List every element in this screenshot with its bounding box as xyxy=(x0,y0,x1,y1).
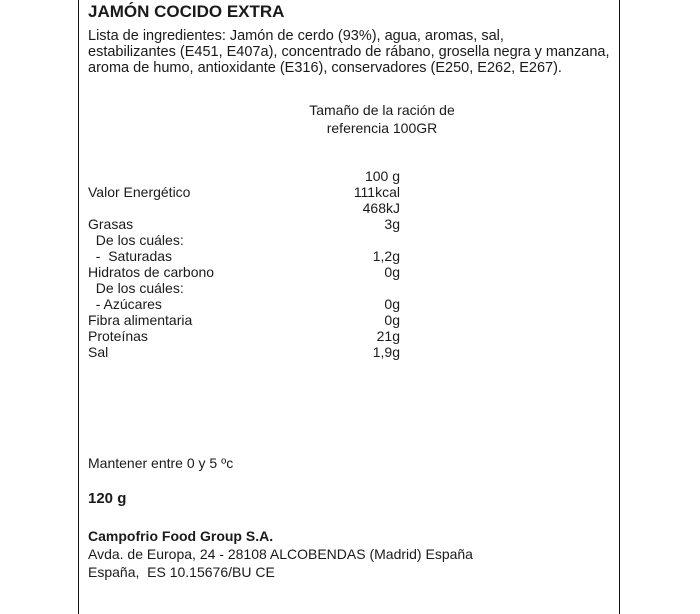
nutrition-value: 3g xyxy=(384,216,400,232)
nutrition-value: 111kcal xyxy=(353,184,400,200)
column-header: 100 g xyxy=(364,168,400,184)
nutrition-label: - Azúcares xyxy=(88,296,162,312)
nutrition-value: 0g xyxy=(384,264,400,280)
company-registry: España, ES 10.15676/BU CE xyxy=(88,564,275,580)
nutrition-label: Sal xyxy=(88,344,109,360)
nutrition-value: 468kJ xyxy=(362,200,400,216)
nutrition-value: 0g xyxy=(384,296,400,312)
nutrition-label: Grasas xyxy=(88,216,134,232)
product-title: JAMÓN COCIDO EXTRA xyxy=(88,2,285,21)
nutrition-value: 1,2g xyxy=(372,248,400,264)
nutrition-label: - Saturadas xyxy=(88,248,173,264)
serving-line-2: referencia 100GR xyxy=(326,120,438,136)
ingredients-line-1: Lista de ingredientes: Jamón de cerdo (93%), agua, aromas, sal, xyxy=(88,28,504,44)
nutrition-label: Valor Energético xyxy=(88,184,191,200)
nutrition-label: De los cuáles: xyxy=(88,280,184,296)
nutrition-value: 21g xyxy=(376,328,400,344)
serving-line-1: Tamaño de la ración de xyxy=(309,102,455,118)
nutrition-label: De los cuáles: xyxy=(88,232,184,248)
ingredients-line-2: estabilizantes (E451, E407a), concentrado de rábano, grosella negra y manzana, xyxy=(88,44,610,60)
nutrition-label: Fibra alimentaria xyxy=(88,312,193,328)
storage-instructions: Mantener entre 0 y 5 ºc xyxy=(88,455,234,471)
net-weight: 120 g xyxy=(88,490,127,507)
company-address: Avda. de Europa, 24 - 28108 ALCOBENDAS (Madrid) España xyxy=(88,546,473,562)
company-name: Campofrio Food Group S.A. xyxy=(88,528,274,544)
ingredients-line-3: aroma de humo, antioxidante (E316), conservadores (E250, E262, E267). xyxy=(88,60,562,76)
nutrition-label: Hidratos de carbono xyxy=(88,264,215,280)
nutrition-label: Proteínas xyxy=(88,328,148,344)
nutrition-value: 1,9g xyxy=(372,344,400,360)
nutrition-value: 0g xyxy=(384,312,400,328)
